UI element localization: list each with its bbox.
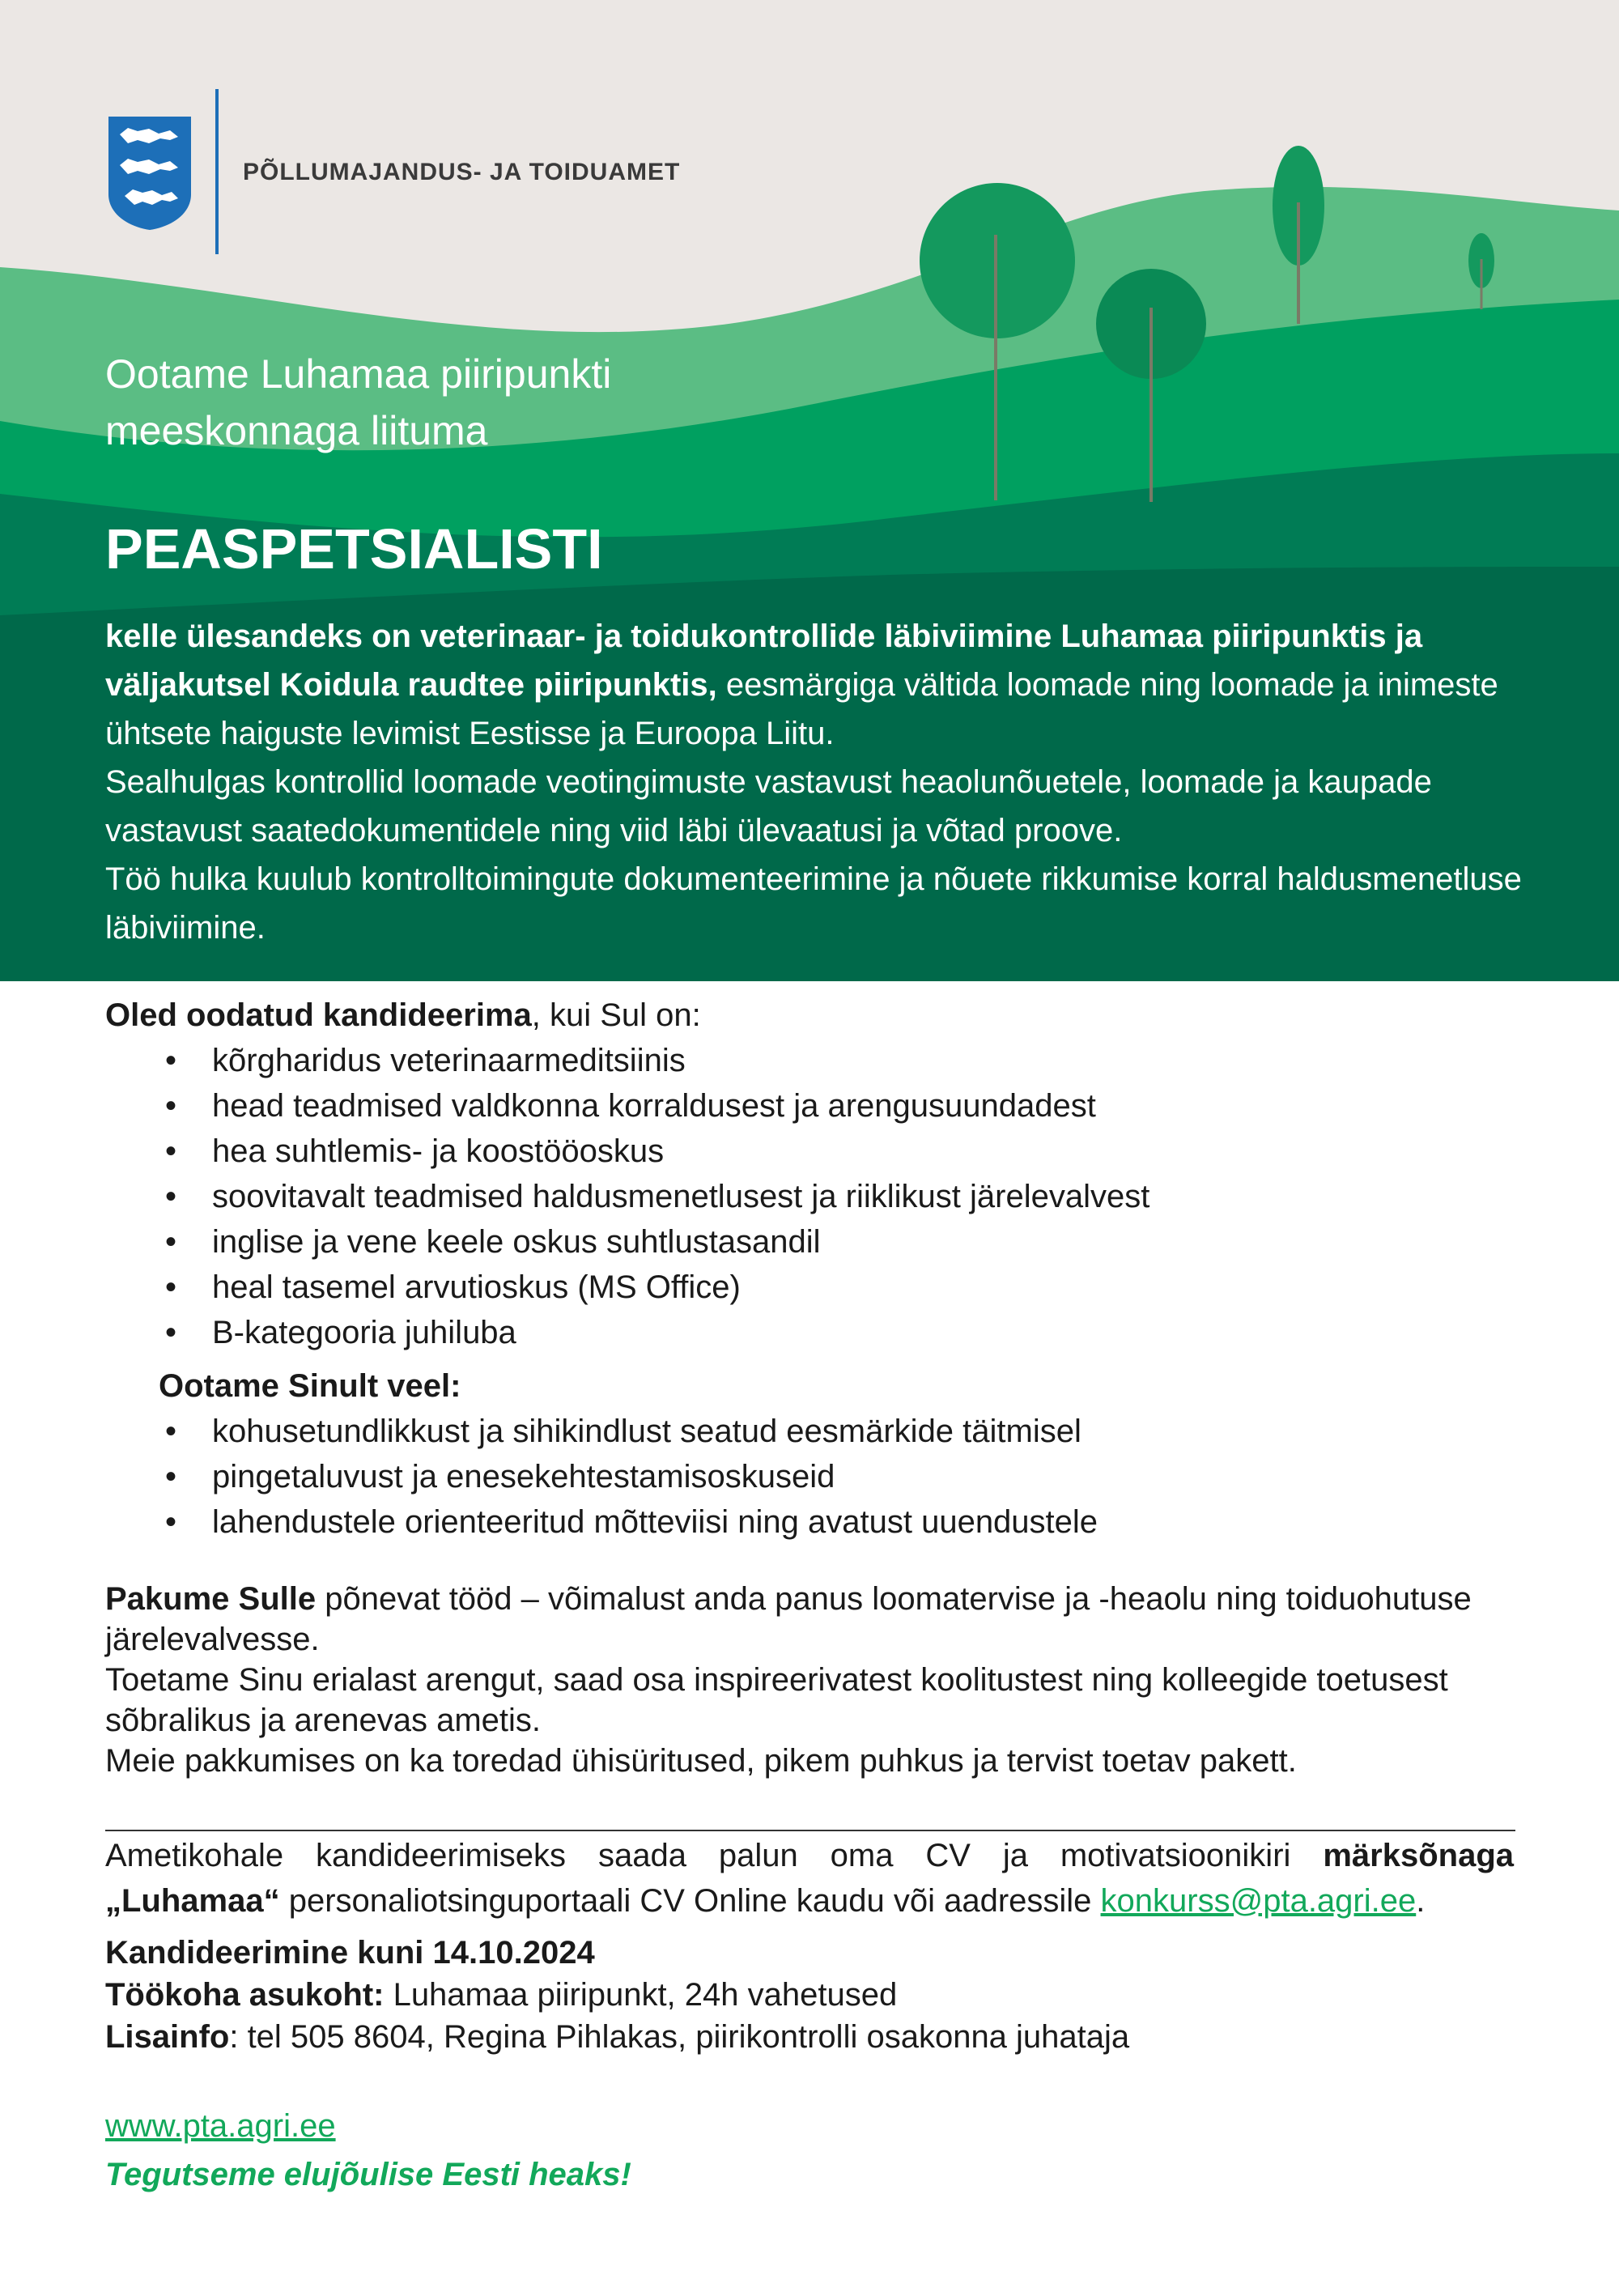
description-paragraph-3: Töö hulka kuulub kontrolltoimingute dokumenteerimine ja nõuete rikkumise korral haldusmenetluse läbiviimine. [105, 861, 1522, 946]
website-link[interactable]: www.pta.agri.ee [105, 2108, 336, 2144]
intro-line-2: meeskonnaga liituma [105, 408, 488, 453]
location-label: Töökoha asukoht: [105, 1977, 385, 2013]
description-rest: eesmärgiga vältida loomade ning loomade ja inimeste ühtsete haiguste levimist Eestisse ja Euroopa Liitu. [105, 667, 1498, 751]
offer-lead-bold: Pakume Sulle [105, 1581, 317, 1617]
expectations-heading: Ootame Sinult veel: [159, 1368, 461, 1404]
description-paragraph-1 [105, 612, 1546, 758]
list-item: • inglise ja vene keele oskus suhtlustasandil [105, 1219, 1514, 1265]
apply-line-1 [105, 1833, 1514, 1878]
list-item: • kohusetundlikkust ja sihikindlust seatud eesmärkide täitmisel [105, 1409, 1514, 1454]
requirements-list [105, 1038, 1514, 1355]
requirements-lead [105, 993, 1514, 1038]
organization-name: PÕLLUMAJANDUS- JA TOIDUAMET [243, 159, 681, 185]
list-item: • pingetaluvust ja enesekehtestamisoskuseid [105, 1454, 1514, 1499]
offer-paragraph-2: Toetame Sinu erialast arengut, saad osa inspireerivatest koolitustest ning kolleegide toetusest sõbralikus ja arenevas ametis. [105, 1662, 1448, 1738]
job-title: PEASPETSIALISTI [105, 517, 603, 580]
description-bold: kelle ülesandeks on veterinaar- ja toidukontrollide läbiviimine Luhamaa piiripunktis ja väljakutsel Koidula raudtee piiripunktis, [105, 619, 1423, 703]
hero-banner [0, 0, 1619, 981]
info-value: : tel 505 8604, Regina Pihlakas, piirikontrolli osakonna juhataja [229, 2019, 1130, 2055]
requirements-section [105, 993, 1514, 1545]
offer-lead-rest: põnevat tööd – võimalust anda panus loomatervise ja -heaolu ning toiduohutuse järelevalvesse. [105, 1581, 1472, 1657]
requirements-lead-rest: , kui Sul on: [531, 997, 701, 1033]
apply-text-3: . [1416, 1883, 1426, 1919]
description-paragraph-2: Sealhulgas kontrollid loomade veotingimuste vastavust heaolunõuetele, loomade ja kaupade vastavust saatedokumentidele ning viid läbi ülevaatusi ja võtad proove. [105, 764, 1432, 848]
contact-info [105, 2016, 1514, 2058]
list-item: • lahendustele orienteeritud mõtteviisi ning avatust uuendustele [105, 1499, 1514, 1545]
location [105, 1974, 1514, 2016]
apply-keyword-label: märksõnaga [1323, 1838, 1514, 1873]
list-item: • soovitavalt teadmised haldusmenetlusest ja riiklikust järelevalvest [105, 1174, 1514, 1219]
offer-section [105, 1579, 1514, 1781]
list-item: • kõrgharidus veterinaarmeditsiinis [105, 1038, 1514, 1083]
apply-keyword: „Luhamaa“ [105, 1883, 280, 1919]
deadline: Kandideerimine kuni 14.10.2024 [105, 1935, 595, 1971]
offer-paragraph-3: Meie pakkumises on ka toredad ühisüritused, pikem puhkus ja tervist toetav pakett. [105, 1743, 1297, 1779]
footer [105, 2102, 1514, 2199]
apply-section [105, 1833, 1514, 1924]
location-value: Luhamaa piiripunkt, 24h vahetused [384, 1977, 898, 2013]
slogan: Tegutseme elujõulise Eesti heaks! [105, 2157, 631, 2192]
details-section [105, 1932, 1514, 2058]
coat-of-arms-logo [105, 113, 194, 232]
list-item: • head teadmised valdkonna korraldusest ja arengusuundadest [105, 1083, 1514, 1129]
requirements-lead-bold: Oled oodatud kandideerima [105, 997, 532, 1033]
logo-divider [215, 89, 219, 254]
email-link[interactable]: konkurss@pta.agri.ee [1100, 1883, 1417, 1919]
info-label: Lisainfo [105, 2019, 230, 2055]
offer-paragraph-1 [105, 1579, 1514, 1660]
list-item: • B-kategooria juhiluba [105, 1310, 1514, 1355]
list-item: • hea suhtlemis- ja koostööoskus [105, 1129, 1514, 1174]
job-description [105, 612, 1546, 952]
apply-text-1: Ametikohale kandideerimiseks saada palun oma CV ja motivatsioonikiri [105, 1838, 1291, 1873]
apply-line-2 [105, 1878, 1514, 1924]
expectations-list [105, 1409, 1514, 1545]
list-item: • heal tasemel arvutioskus (MS Office) [105, 1265, 1514, 1310]
apply-text-2: personaliotsinguportaali CV Online kaudu või aadressile [279, 1883, 1101, 1919]
section-divider [105, 1830, 1515, 1831]
intro-line-1: Ootame Luhamaa piiripunkti [105, 351, 612, 397]
